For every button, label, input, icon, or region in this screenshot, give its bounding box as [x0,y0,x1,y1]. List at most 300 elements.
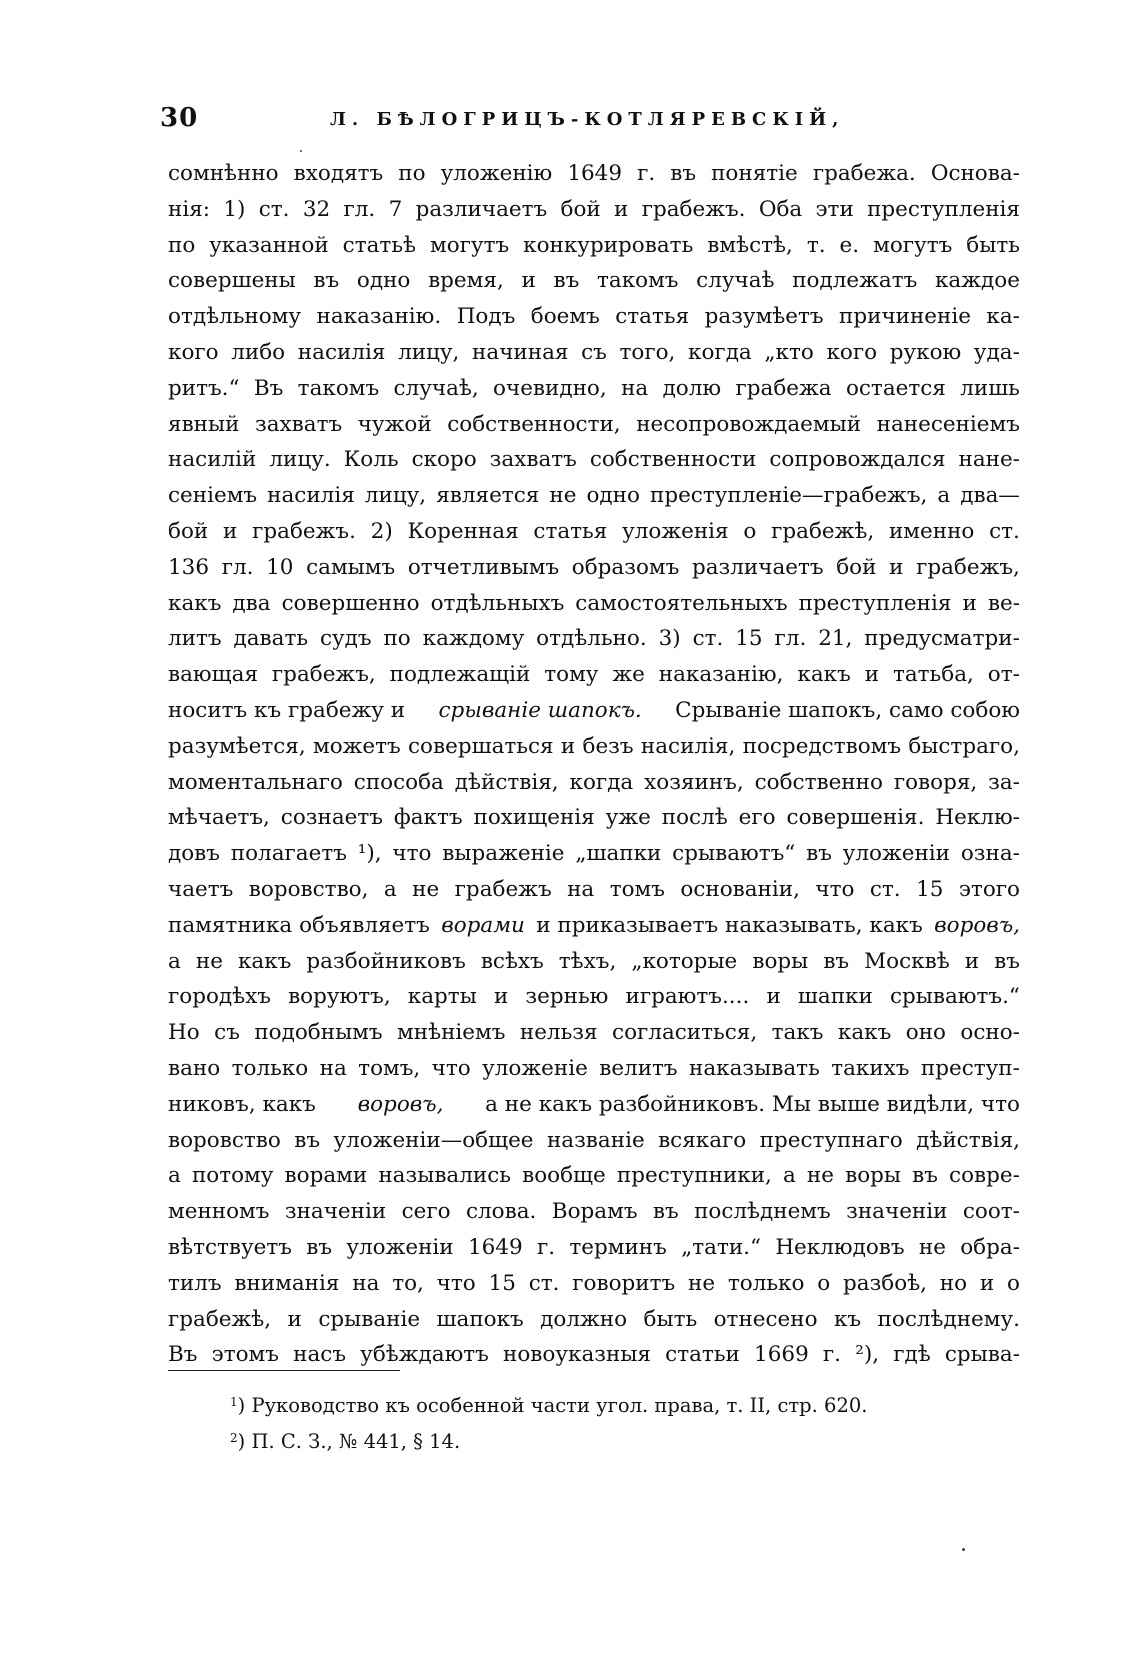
word: грабежъ. [252,518,356,544]
word: на [352,1270,380,1296]
word: собственности, [447,411,621,437]
word: кого [168,339,219,365]
word: преступленiя [867,196,1020,222]
running-title: Л. БѢЛОГРИЦЪ-КОТЛЯРЕВСКIЙ, [330,109,845,130]
word: его [738,805,776,831]
word: и [964,948,980,974]
word: карты [407,984,477,1010]
footnote-marker: 1 [230,1395,238,1409]
word: гдѣ [893,1342,931,1368]
text-line [168,621,1020,657]
word: нiя: [168,196,211,222]
word: такихъ [831,1055,910,1081]
word: мѣчаетъ, [168,805,270,831]
word: 3) [658,626,681,652]
word: терминъ [569,1234,667,1260]
word: въ [313,268,340,294]
footnote-text: П. С. З., № 441, § 14. [251,1430,461,1453]
paper-speck [962,1548,965,1551]
word: и [493,984,509,1010]
word: того, [619,339,676,365]
word: на [621,375,649,401]
word: довъ [168,841,220,867]
word: отдѣльныхъ [430,590,565,616]
word: г. [637,161,656,186]
word: 1649 [567,161,623,186]
word: „шапки [575,841,662,867]
word: боемъ [530,304,600,330]
word: о [1007,1270,1020,1296]
word: давать [233,626,309,652]
word: шапокъ [436,1306,524,1332]
footnote-marker: 2 [230,1431,238,1445]
text-line [168,1230,1020,1266]
word: названiе [546,1127,645,1153]
text-line-with-italic [168,908,1020,944]
text-line [168,872,1020,908]
word: уложенiя [622,518,729,544]
word: озна- [960,841,1020,867]
word: а [168,1163,181,1189]
word: ка- [986,304,1020,330]
text-line [168,407,1020,443]
word: статьѣ [342,232,416,258]
word: не [918,1234,946,1260]
word: Неклюдовъ [775,1234,905,1260]
word: статья [615,304,690,330]
text-line [168,299,1020,335]
word: играютъ.... [625,984,750,1010]
footnotes [230,1388,930,1460]
word: 2) [370,518,393,544]
word: „кто [764,339,814,365]
word: обра- [960,1234,1020,1260]
word: совершенно [281,590,420,616]
word: осно- [960,1020,1020,1046]
text-line [168,1337,1020,1373]
word: бой [560,196,601,222]
word: наказанiю, [658,662,784,688]
word: подлежащiй [389,662,531,688]
text-line [168,228,1020,264]
word: сопровождался [769,447,946,473]
word: Москвѣ [864,948,950,974]
text-line-with-italic [168,1087,1020,1123]
word: остается [845,375,946,401]
word: подлежатъ [792,268,918,294]
text-line [168,1015,1020,1051]
word: 7 [388,196,403,222]
word: и [287,1306,302,1332]
word: хозяинъ, [644,769,744,795]
word: грабежъ. [641,196,746,222]
word: такомъ [596,268,679,294]
word: самымъ [306,554,396,580]
word: а [937,483,951,509]
footnote-divider [168,1370,400,1371]
word: разумѣетъ [704,304,824,330]
word: въ [912,1163,938,1189]
word: совершенiя. [786,805,925,831]
word: скоро [411,447,477,473]
word: срываютъ.“ [889,984,1020,1010]
word: а [168,948,181,974]
word: шапки [797,984,873,1010]
word: либо [231,339,286,365]
word: въ [306,1234,333,1260]
word: грабежа [735,375,832,401]
word: преступнаго [759,1127,903,1153]
word: томъ, [358,1055,421,1081]
word: дѣйствiя, [916,1127,1020,1153]
word: воры [752,948,809,974]
word: грабежа. [812,161,916,186]
word: полагаетъ [230,841,347,867]
word: одно [356,268,411,294]
word: преступ- [920,1055,1020,1081]
word: ворами [284,1163,368,1189]
word: какъ [837,1020,892,1046]
word: ст. [528,1270,560,1296]
word: о [743,518,757,544]
word: очевидно, [493,375,607,401]
word: основанiи, [680,876,800,902]
word: рукою [889,339,962,365]
word: преступленiя [798,590,952,616]
word: воровство [168,1127,281,1153]
word: и [889,554,904,580]
word: гл. [774,626,807,652]
word: велитъ [599,1055,678,1081]
word: наказывать [689,1055,820,1081]
word: вообще [522,1163,606,1189]
word: новоуказныя [503,1342,651,1368]
word: причиненiе [839,304,971,330]
word: Оба [758,196,803,222]
word: совершаться [408,733,554,759]
word: быстраго, [908,733,1020,759]
text-line [168,478,1020,514]
word: вмѣстѣ, [707,232,793,258]
word: къ [833,1306,862,1332]
word: чаетъ [168,876,234,902]
word: когда [688,339,752,365]
word: за- [988,769,1020,795]
text-line [168,371,1020,407]
word: томъ [609,876,665,902]
word: ²), [855,1342,880,1368]
text-segment: Срыванiе шапокъ, само собою [675,697,1020,723]
word: же [612,662,645,688]
word: быть [643,1306,698,1332]
word: говоря, [893,769,978,795]
word: вано [168,1055,221,1081]
word: гл. [221,554,254,580]
word: и [614,196,629,222]
word: собственно [754,769,883,795]
word: по [383,626,411,652]
word: явный [168,411,240,437]
word: 1) [223,196,246,222]
word: въ [823,948,850,974]
word: 21, [818,626,853,652]
word: тилъ [168,1270,222,1296]
word: воровство, [248,876,369,902]
word: входятъ [293,161,384,186]
text-segment: памятника объявляетъ [168,912,430,938]
word: насилiй [168,447,257,473]
word: на [567,876,595,902]
word: уложенiи [842,841,951,867]
word: разбойниковъ [306,948,466,974]
word: 136 [168,554,210,580]
word: лишь [960,375,1020,401]
word: грабежъ, [271,662,376,688]
word: значенiи [284,1199,387,1225]
word: 15 [488,1270,516,1296]
word: Коренная [407,518,519,544]
word: не [549,483,577,509]
word: уложенiи [346,1234,454,1260]
word: предусматри- [864,626,1020,652]
word: потому [191,1163,274,1189]
word: „тати.“ [681,1234,762,1260]
text-line [168,944,1020,980]
word: мнѣнiемъ [397,1020,506,1046]
word: насилiя, [640,733,736,759]
word: ст. [869,876,901,902]
word: моментальнаго [168,769,343,795]
word: съ [581,339,607,365]
word: время, [428,268,504,294]
word: срываютъ“ [672,841,796,867]
word: оно [905,1020,946,1046]
word: различаетъ [691,554,824,580]
text-segment: а не какъ разбойниковъ. Мы выше видѣли, что [485,1091,1020,1117]
word: ст. [692,626,724,652]
word: „которые [631,948,738,974]
text-line [168,1051,1020,1087]
word: такъ [771,1020,824,1046]
word: что [431,1055,471,1081]
word: не [806,1163,834,1189]
word: тѣхъ, [558,948,617,974]
word: Въ [253,375,284,401]
word: способа [353,769,444,795]
word: и [962,590,977,616]
word: грабежѣ, [168,1306,272,1332]
text-line [168,1302,1020,1338]
word: насъ [293,1342,346,1368]
word: уложенiю [440,161,553,186]
word: 1649 [467,1234,523,1260]
word: совре- [949,1163,1020,1189]
text-segment: и приказываетъ наказывать, какъ [536,912,923,938]
word: начиная [472,339,569,365]
word: наказанiю. [316,304,442,330]
text-line [168,156,1020,192]
word: только [727,1270,805,1296]
word: не [688,1270,716,1296]
text-line [168,729,1020,765]
text-line [168,765,1020,801]
word: что [815,876,855,902]
word: согласиться, [612,1020,758,1046]
text-line [168,192,1020,228]
word: что [392,841,432,867]
word: говоритъ [572,1270,676,1296]
text-line [168,550,1020,586]
text-line [168,979,1020,1015]
italic-phrase: срыванiе шапокъ. [438,697,642,723]
word: одно [586,483,640,509]
word: можетъ [312,733,401,759]
word: фактъ [393,805,463,831]
word: уда- [973,339,1020,365]
word: по [168,232,196,258]
word: быть [966,232,1020,258]
word: посредствомъ [742,733,902,759]
word: на [319,1055,347,1081]
word: кого [826,339,878,365]
word: только [231,1055,309,1081]
word: лицу. [269,447,331,473]
word: послѣднемъ [694,1199,831,1225]
italic-phrase: воровъ, [357,1091,444,1117]
word: различаетъ [415,196,548,222]
word: самостоятельныхъ [575,590,788,616]
text-segment: никовъ, какъ [168,1091,316,1117]
word: должно [540,1306,628,1332]
word: преступленiе—грабежъ, [649,483,928,509]
word: въ [806,841,832,867]
word: случаѣ [696,268,775,294]
word: Коль [343,447,399,473]
word: е. [839,232,860,258]
word: послѣднему. [877,1306,1020,1332]
word: воры [845,1163,902,1189]
footnote-2: $^2$) П. С. З., № 441, § 14. [230,1430,461,1453]
word: 15 [916,876,944,902]
word: сознаетъ [280,805,383,831]
word: а [383,876,397,902]
text-line [168,1123,1020,1159]
word: этого [958,876,1020,902]
word: какъ [797,662,851,688]
word: указанной [209,232,329,258]
word: похищенiя [473,805,595,831]
word: могутъ [430,232,510,258]
word: Въ [168,1342,198,1368]
word: и [521,268,536,294]
word: и [864,662,880,688]
word: этомъ [211,1342,279,1368]
word: ст. [989,518,1020,544]
body-text [168,156,1020,1373]
text-line [168,263,1020,299]
word: но [939,1270,968,1296]
word: то, [392,1270,424,1296]
text-line [168,836,1020,872]
word: гл. [343,196,376,222]
word: отчетливымъ [407,554,560,580]
word: съ [214,1020,240,1046]
word: подобнымъ [254,1020,383,1046]
word: въ [553,268,580,294]
word: является [436,483,540,509]
word: вѣтствуетъ [168,1234,292,1260]
word: бой [168,518,209,544]
word: разбоѣ, [843,1270,927,1296]
word: разумѣется, [168,733,306,759]
word: городѣхъ [168,984,271,1010]
word: г. [536,1234,556,1260]
word: въ [994,948,1020,974]
word: Ворамъ [551,1199,638,1225]
footnote-1: $^1$) Руководство къ особенной части угол. права, т. II, стр. 620. [230,1394,868,1417]
word: менномъ [168,1199,270,1225]
word: не [412,876,440,902]
word: каждому [422,626,525,652]
word: несопровождаемый [636,411,862,437]
word: 15 [735,626,763,652]
word: эти [815,196,854,222]
word: 1669 [754,1342,809,1368]
word: и [560,733,576,759]
page-header [160,103,1060,143]
word: всякаго [658,1127,747,1153]
word: от- [987,662,1020,688]
word: какъ [237,948,292,974]
word: судъ [319,626,372,652]
word: и [766,984,781,1010]
word: а [782,1163,796,1189]
word: насилiя [267,483,355,509]
text-line [168,586,1020,622]
word: сомнѣнно [168,161,279,186]
word: литъ [168,626,222,652]
word: въ [652,1199,679,1225]
word: нане- [958,447,1020,473]
text-line [168,1158,1020,1194]
word: сего [401,1199,451,1225]
word: совершены [168,268,296,294]
word: о [817,1270,831,1296]
word: ¹), [357,841,382,867]
word: конкурировать [523,232,694,258]
italic-phrase: воровъ, [934,912,1020,938]
word: выраженiе [442,841,565,867]
word: долю [662,375,722,401]
word: статья [533,518,608,544]
word: насилiя [297,339,386,365]
word: отдѣльно. [536,626,647,652]
word: соот- [962,1199,1020,1225]
word: собственности [589,447,757,473]
footnote-text: Руководство къ особенной части угол. права, т. II, стр. 620. [251,1394,868,1417]
text-line [168,1194,1020,1230]
word: уложенiи—общее [333,1127,534,1153]
text-line [168,335,1020,371]
word: безъ [582,733,634,759]
word: чужой [357,411,432,437]
word: лицу, [364,483,427,509]
text-line-with-italic [168,693,1020,729]
word: случаѣ, [393,375,479,401]
word: назывались [378,1163,511,1189]
word: тому [544,662,599,688]
word: 32 [302,196,331,222]
